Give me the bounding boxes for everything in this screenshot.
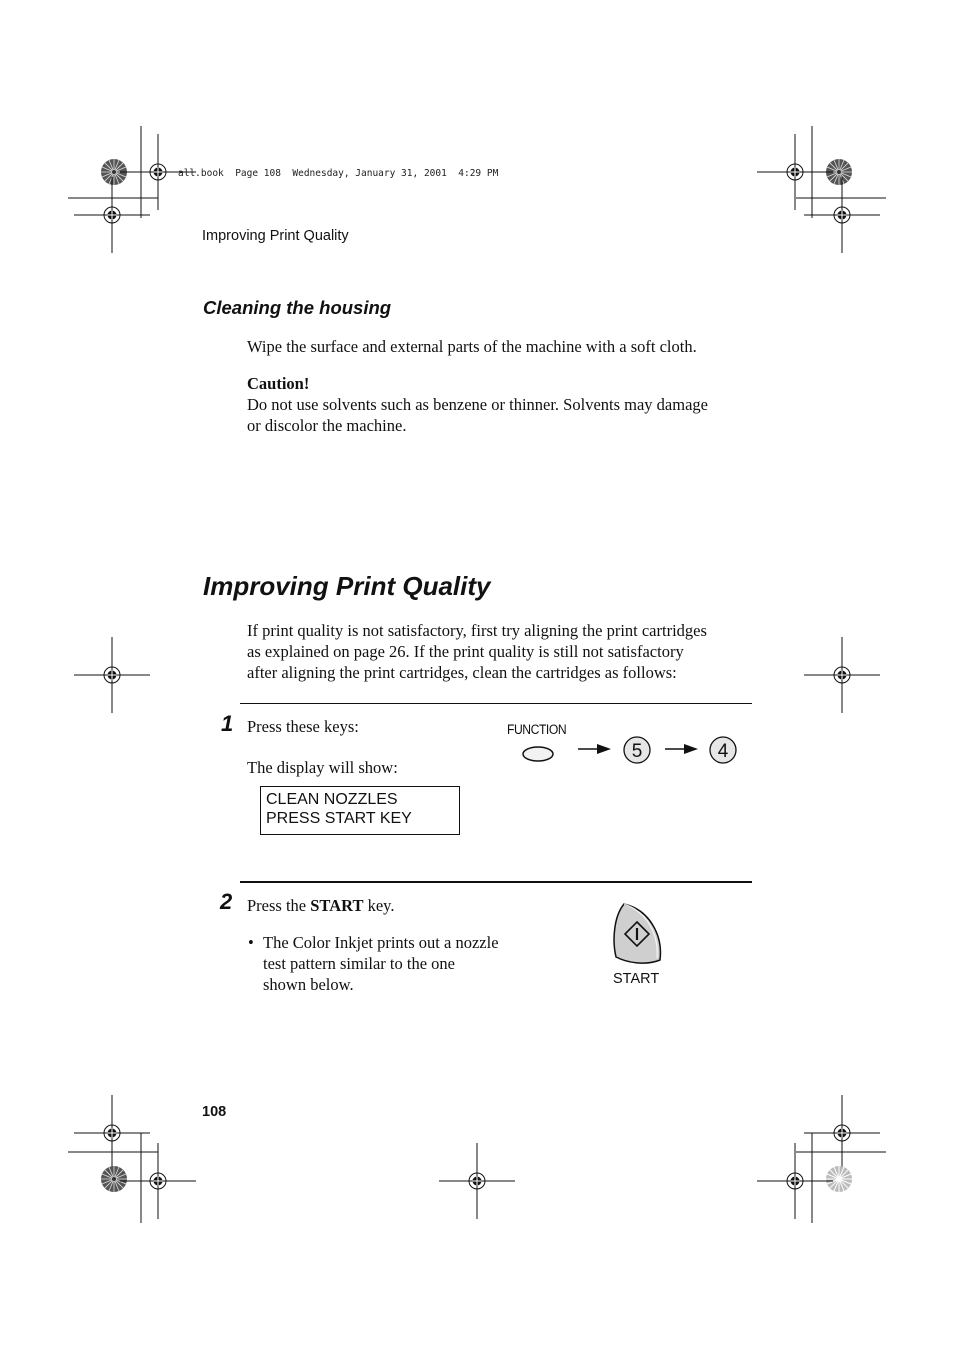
intro-line: after aligning the print cartridges, clean the cartridges as follows:	[247, 662, 677, 682]
arrow-right-icon	[665, 744, 698, 754]
start-key-label: START	[613, 971, 660, 987]
start-key-name: START	[310, 896, 364, 915]
running-header: Improving Print Quality	[202, 228, 349, 244]
chapter-title: Improving Print Quality	[203, 571, 491, 601]
step2-instruction-post: key.	[363, 896, 395, 915]
key-sequence	[515, 733, 745, 769]
function-key-label: FUNCTION	[507, 722, 567, 737]
bullet-line: test pattern similar to the one	[263, 953, 455, 973]
bullet-line: The Color Inkjet prints out a nozzle	[263, 933, 499, 952]
intro-line: If print quality is not satisfactory, first try aligning the print cartridges	[247, 621, 707, 640]
print-slug: all.book Page 108 Wednesday, January 31, 2001 4:29 PM	[178, 168, 499, 179]
caution-label: Caution!	[247, 374, 310, 393]
step2-instruction-pre: Press the	[247, 896, 311, 915]
section-title-cleaning: Cleaning the housing	[203, 297, 392, 318]
display-intro: The display will show:	[247, 758, 398, 777]
lcd-line: CLEAN NOZZLES	[266, 791, 398, 808]
step2-instruction	[247, 896, 394, 917]
bullet-text	[263, 933, 533, 995]
intro-paragraph	[247, 621, 747, 683]
bullet-icon: •	[248, 933, 254, 952]
function-key-icon	[523, 747, 553, 761]
key-4-label: 4	[717, 741, 729, 762]
step-divider	[240, 881, 752, 883]
step-number: 1	[221, 711, 234, 736]
lcd-display	[260, 786, 460, 835]
page-number: 108	[202, 1104, 227, 1120]
step-divider	[240, 703, 752, 704]
step1-instruction: Press these keys:	[247, 717, 359, 736]
caution-line: Do not use solvents such as benzene or thinner. Solvents may damage	[247, 395, 708, 414]
caution-line: or discolor the machine.	[247, 415, 407, 435]
bullet-line: shown below.	[263, 974, 354, 994]
intro-line: as explained on page 26. If the print quality is still not satisfactory	[247, 641, 684, 661]
arrow-right-icon	[578, 744, 611, 754]
lcd-line: PRESS START KEY	[266, 810, 412, 827]
caution-text	[247, 395, 747, 437]
key-5-label: 5	[631, 741, 643, 762]
start-key-icon	[608, 902, 666, 968]
cleaning-body: Wipe the surface and external parts of the machine with a soft cloth.	[247, 337, 697, 356]
step-number: 2	[220, 889, 233, 914]
